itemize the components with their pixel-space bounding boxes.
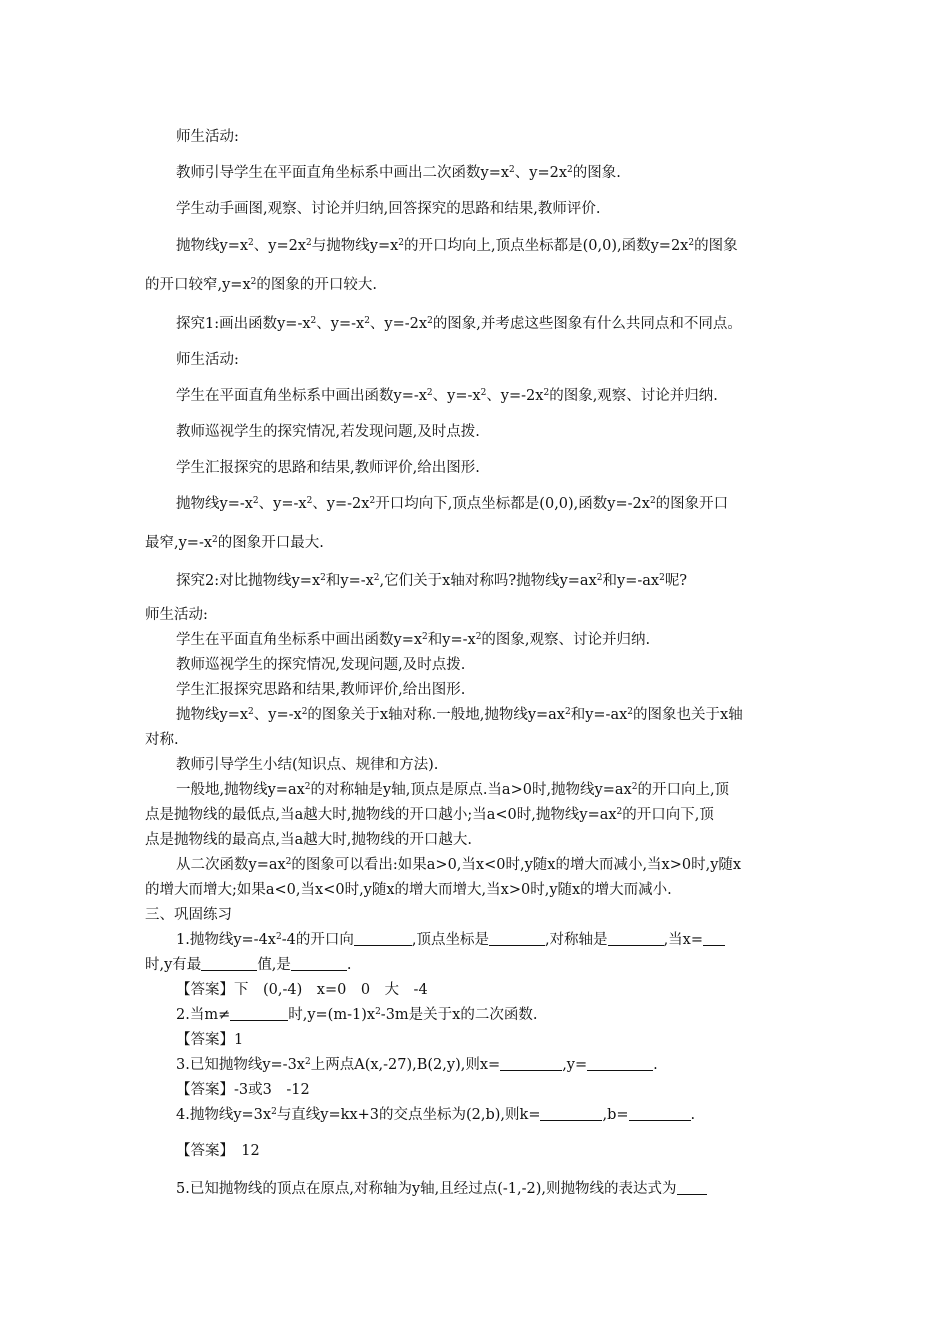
paragraph: 抛物线$y=x^2$、$y=2x^2$与抛物线$y=x^2$的开口均向上,顶点坐标都是(0,0),函数$y=2x^2$的图象 bbox=[176, 238, 738, 254]
paragraph: 点是抛物线的最高点,当a越大时,抛物线的开口越大. bbox=[145, 832, 472, 848]
paragraph: 教师引导学生在平面直角坐标系中画出二次函数$y=x^2$、$y=2x^2$的图象. bbox=[176, 165, 621, 181]
answer-blank bbox=[540, 1106, 602, 1121]
paragraph: 一般地,抛物线$y=ax^2$的对称轴是y轴,顶点是原点.当a>0时,抛物线$y=ax^2$的开口向上,顶 bbox=[176, 782, 730, 798]
paragraph: 师生活动: bbox=[145, 607, 208, 623]
exercise-1-cont: 时,y有最 值,是 . bbox=[145, 957, 352, 973]
answer-line: 【答案】 12 bbox=[176, 1143, 260, 1159]
paragraph: 教师巡视学生的探究情况,发现问题,及时点拨. bbox=[176, 657, 466, 673]
paragraph: 学生在平面直角坐标系中画出函数$y=x^2$和$y=-x^2$的图象,观察、讨论并归纳. bbox=[176, 632, 651, 648]
exercise-3: 3.已知抛物线$y=-3x^2$上两点A(x,-27),B(2,y),则x= ,y= . bbox=[176, 1057, 658, 1073]
answer-blank bbox=[677, 1180, 707, 1195]
answer-blank bbox=[201, 956, 257, 971]
paragraph: 探究1:画出函数$y=-x^2$、$y=-x^2$、$y=-2x^2$的图象,并考虑这些图象有什么共同点和不同点。 bbox=[176, 316, 742, 332]
answer-blank bbox=[587, 1056, 653, 1071]
paragraph: 的增大而增大;如果a<0,当x<0时,y随x的增大而增大,当x>0时,y随x的增大而减小. bbox=[145, 882, 672, 898]
answer-line: 【答案】1 bbox=[176, 1032, 244, 1048]
exercise-4: 4.抛物线$y=3x^2$与直线y=kx+3的交点坐标为(2,b),则k= ,b= . bbox=[176, 1107, 696, 1123]
paragraph: 对称. bbox=[145, 732, 179, 748]
paragraph: 点是抛物线的最低点,当a越大时,抛物线的开口越小;当a<0时,抛物线$y=ax^2$的开口向下,顶 bbox=[145, 807, 714, 823]
exercise-2: 2.当m≠ 时$,y=(m-1)x^2-3m$是关于x的二次函数. bbox=[176, 1007, 538, 1023]
answer-blank bbox=[354, 931, 412, 946]
paragraph: 学生汇报探究的思路和结果,教师评价,给出图形. bbox=[176, 460, 480, 476]
paragraph: 的开口较窄$,y=x^2$的图象的开口较大. bbox=[145, 277, 377, 293]
answer-blank bbox=[500, 1056, 562, 1071]
paragraph: 学生汇报探究思路和结果,教师评价,给出图形. bbox=[176, 682, 466, 698]
paragraph: 师生活动: bbox=[176, 352, 239, 368]
answer-blank bbox=[608, 931, 664, 946]
paragraph: 学生动手画图,观察、讨论并归纳,回答探究的思路和结果,教师评价. bbox=[176, 201, 601, 217]
exercise-5: 5.已知抛物线的顶点在原点,对称轴为y轴,且经过点(-1,-2),则抛物线的表达式为 bbox=[176, 1179, 707, 1199]
paragraph: 学生在平面直角坐标系中画出函数$y=-x^2$、$y=-x^2$、$y=-2x^2$的图象,观察、讨论并归纳. bbox=[176, 388, 718, 404]
paragraph: 教师巡视学生的探究情况,若发现问题,及时点拨. bbox=[176, 424, 480, 440]
paragraph: 最窄$,y=-x^2$的图象开口最大. bbox=[145, 535, 324, 551]
answer-blank bbox=[230, 1006, 288, 1021]
paragraph: 抛物线$y=-x^2$、$y=-x^2$、$y=-2x^2$开口均向下,顶点坐标都是(0,0),函数$y=-2x^2$的图象开口 bbox=[176, 496, 729, 512]
paragraph: 教师引导学生小结(知识点、规律和方法). bbox=[176, 757, 439, 773]
paragraph: 师生活动: bbox=[176, 129, 239, 145]
paragraph: 抛物线$y=x^2$、$y=-x^2$的图象关于x轴对称.一般地,抛物线$y=ax^2$和$y=-ax^2$的图象也关于x轴 bbox=[176, 707, 743, 723]
paragraph: 探究2:对比抛物线$y=x^2$和$y=-x^2$,它们关于x轴对称吗?抛物线$y=ax^2$和$y=-ax^2$呢? bbox=[176, 573, 688, 589]
answer-blank bbox=[489, 931, 545, 946]
exercise-1: 1.抛物线$y=-4x^2-4$的开口向 ,顶点坐标是 ,对称轴是 ,当x= bbox=[176, 930, 725, 950]
answer-line: 【答案】-3或3 -12 bbox=[176, 1082, 310, 1098]
answer-blank bbox=[703, 931, 725, 946]
section-heading: 三、巩固练习 bbox=[145, 907, 232, 923]
paragraph: 从二次函数$y=ax^2$的图象可以看出:如果a>0,当x<0时,y随x的增大而减小,当x>0时,y随x bbox=[176, 857, 742, 873]
answer-line: 【答案】下 (0,-4) x=0 0 大 -4 bbox=[176, 982, 428, 998]
answer-blank bbox=[291, 956, 347, 971]
answer-blank bbox=[629, 1106, 691, 1121]
